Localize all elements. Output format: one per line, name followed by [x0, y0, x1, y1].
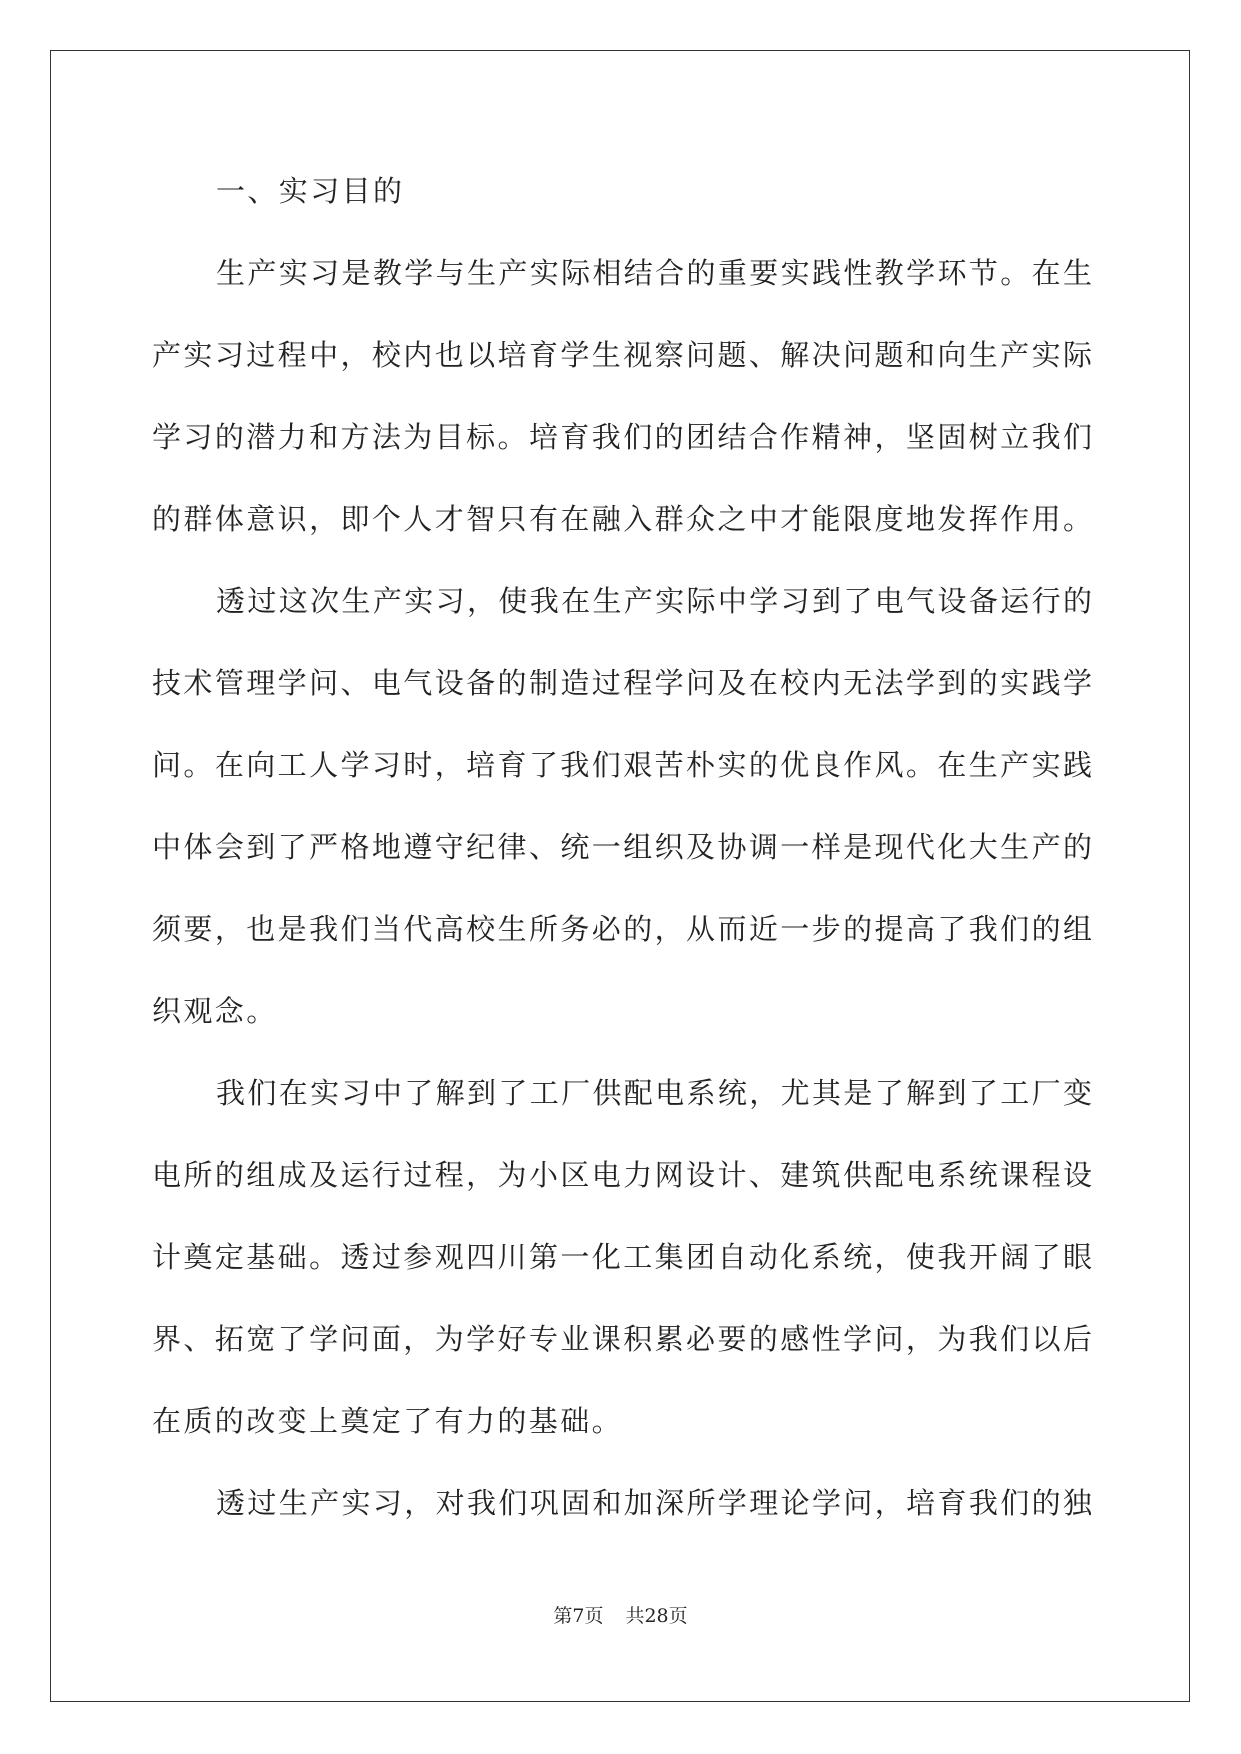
- paragraph-line: 中体会到了严格地遵守纪律、统一组织及协调一样是现代化大生产的: [152, 830, 1092, 864]
- paragraph-line: 电所的组成及运行过程，为小区电力网设计、建筑供配电系统课程设: [152, 1158, 1092, 1192]
- paragraph: [152, 1052, 1092, 1462]
- paragraph-line: 计奠定基础。透过参观四川第一化工集团自动化系统，使我开阔了眼: [152, 1240, 1092, 1274]
- paragraph-line: 产实习过程中，校内也以培育学生视察问题、解决问题和向生产实际: [152, 338, 1092, 372]
- page-number: 第7页: [553, 1605, 604, 1627]
- page-footer: [0, 1601, 1241, 1628]
- paragraph-line: 在质的改变上奠定了有力的基础。: [152, 1404, 624, 1438]
- paragraph-line: 的群体意识，即个人才智只有在融入群众之中才能限度地发挥作用。: [152, 502, 1092, 536]
- document-body: [152, 150, 1092, 1544]
- paragraph: [152, 232, 1092, 560]
- paragraph-line: 界、拓宽了学问面，为学好专业课积累必要的感性学问，为我们以后: [152, 1322, 1092, 1356]
- section-heading: 一、实习目的: [216, 174, 405, 208]
- paragraph-line: 须要，也是我们当代高校生所务必的，从而近一步的提高了我们的组: [152, 912, 1092, 946]
- paragraph-line: 我们在实习中了解到了工厂供配电系统，尤其是了解到了工厂变: [216, 1076, 1092, 1110]
- paragraph-line: 透过这次生产实习，使我在生产实际中学习到了电气设备运行的: [216, 584, 1092, 618]
- paragraph-line: 技术管理学问、电气设备的制造过程学问及在校内无法学到的实践学: [152, 666, 1092, 700]
- paragraph-line: 问。在向工人学习时，培育了我们艰苦朴实的优良作风。在生产实践: [152, 748, 1092, 782]
- paragraph: [152, 560, 1092, 1052]
- paragraph-line: 学习的潜力和方法为目标。培育我们的团结合作精神，坚固树立我们: [152, 420, 1092, 454]
- paragraph-line: 生产实习是教学与生产实际相结合的重要实践性教学环节。在生: [216, 256, 1092, 290]
- paragraph-line: 透过生产实习，对我们巩固和加深所学理论学问，培育我们的独: [216, 1486, 1092, 1520]
- paragraph: [152, 1462, 1092, 1544]
- page-total: 共28页: [625, 1605, 688, 1627]
- paragraph-line: 织观念。: [152, 994, 278, 1028]
